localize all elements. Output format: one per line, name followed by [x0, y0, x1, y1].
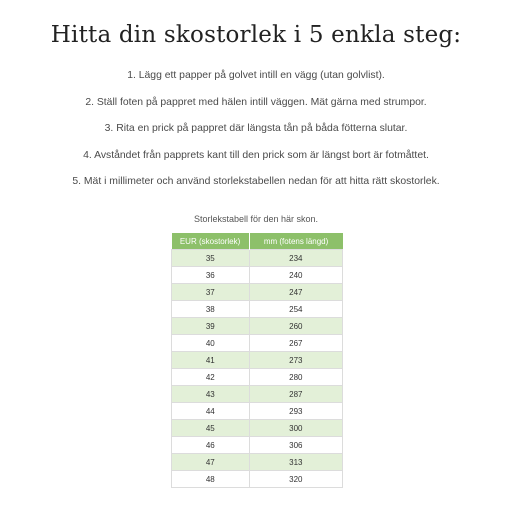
mm-cell: 273	[249, 352, 342, 369]
instruction-steps	[0, 70, 512, 203]
eur-cell: 46	[172, 437, 250, 454]
eur-cell: 47	[172, 454, 250, 471]
eur-cell: 35	[172, 250, 250, 267]
page-title: Hitta din skostorlek i 5 enkla steg:	[50, 22, 462, 48]
table-caption: Storlekstabell för den här skon.	[193, 214, 319, 224]
eur-cell: 41	[172, 352, 250, 369]
mm-cell: 260	[249, 318, 342, 335]
mm-cell: 234	[249, 250, 342, 267]
mm-cell: 313	[249, 454, 342, 471]
table-row	[172, 267, 343, 284]
size-table	[171, 233, 343, 488]
step-item: 4. Avståndet från papprets kant till den prick som är längst bort är fotmåttet.	[83, 149, 429, 161]
table-row	[172, 352, 343, 369]
step-item: 2. Ställ foten på pappret med hälen intill väggen. Mät gärna med strumpor.	[85, 96, 427, 108]
mm-cell: 300	[249, 420, 342, 437]
eur-cell: 43	[172, 386, 250, 403]
table-row	[172, 250, 343, 267]
table-row	[172, 386, 343, 403]
step-item: 1. Lägg ett papper på golvet intill en vägg (utan golvlist).	[127, 70, 385, 81]
table-row	[172, 403, 343, 420]
table-row	[172, 284, 343, 301]
step-item: 5. Mät i millimeter och använd storlekstabellen nedan för att hitta rätt skostorlek.	[72, 176, 440, 187]
eur-cell: 44	[172, 403, 250, 420]
table-row	[172, 369, 343, 386]
eur-cell: 36	[172, 267, 250, 284]
table-row	[172, 420, 343, 437]
table-header-row	[172, 233, 343, 250]
mm-cell: 247	[249, 284, 342, 301]
eur-cell: 39	[172, 318, 250, 335]
eur-cell: 40	[172, 335, 250, 352]
table-body	[172, 250, 343, 488]
mm-cell: 267	[249, 335, 342, 352]
mm-cell: 287	[249, 386, 342, 403]
eur-cell: 45	[172, 420, 250, 437]
table-row	[172, 318, 343, 335]
eur-cell: 38	[172, 301, 250, 318]
mm-cell: 254	[249, 301, 342, 318]
header-eur: EUR (skostorlek)	[172, 233, 250, 250]
header-mm: mm (fotens längd)	[249, 233, 342, 250]
mm-cell: 280	[249, 369, 342, 386]
step-item: 3. Rita en prick på pappret där längsta tån på båda fötterna slutar.	[104, 123, 408, 134]
mm-cell: 306	[249, 437, 342, 454]
mm-cell: 240	[249, 267, 342, 284]
eur-cell: 42	[172, 369, 250, 386]
table-row	[172, 471, 343, 488]
table-row	[172, 301, 343, 318]
eur-cell: 48	[172, 471, 250, 488]
table-row	[172, 437, 343, 454]
mm-cell: 320	[249, 471, 342, 488]
mm-cell: 293	[249, 403, 342, 420]
eur-cell: 37	[172, 284, 250, 301]
table-row	[172, 335, 343, 352]
table-row	[172, 454, 343, 471]
